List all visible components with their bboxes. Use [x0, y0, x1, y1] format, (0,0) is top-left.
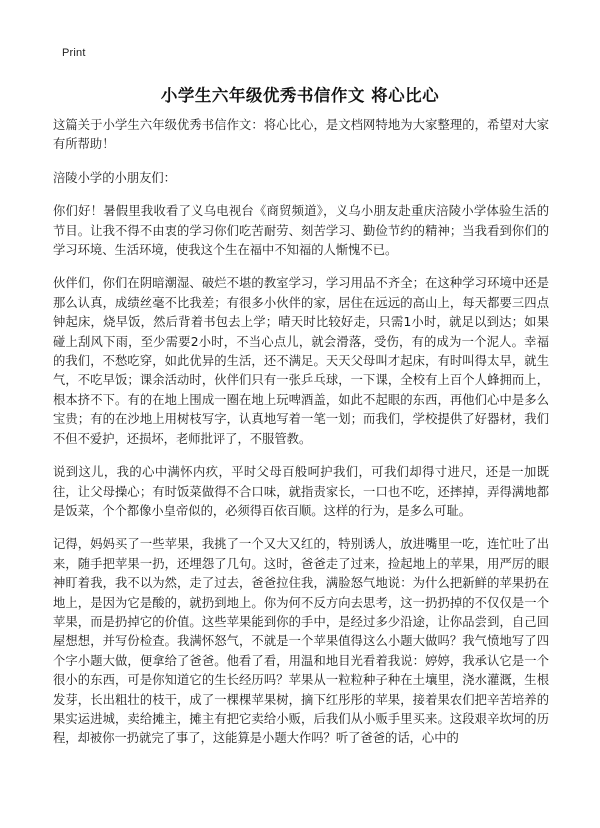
body-paragraph-2: 伙伴们，你们在阴暗潮湿、破烂不堪的教室学习，学习用品不齐全；在这种学习环境中还是那么认真，成绩丝毫不比我差；有很多小伙伴的家，居住在远远的高山上，每天都要三四点钟起床，烧早饭，然后背着书包去上学；晴天时比较好走，只需1小时，就足以到达；如果碰上刮风下雨，至少需要2小时，不当心点儿，就会滑落，受伤，有的成为一个泥人。幸福的我们，不愁吃穿，如此优异的生活，还不满足。天天父母叫才起床，有时叫得太早，就生气，不吃早饭；课余活动时，伙伴们只有一张乒乓球，一下课，全校有上百个人蜂拥而上，根本挤不下。有的在地上围成一圈在地上玩啤酒盖，如此不起眼的东西，再他们心中是多么宝贵；有的在沙地上用树枝写字，认真地写着一笔一划；而我们，学校提供了好器材，我们不但不爱护，还损坏，老师批评了，不服管教。 [53, 276, 549, 446]
intro-paragraph: 这篇关于小学生六年级优秀书信作文：将心比心，是文档网特地为大家整理的，希望对大家有所帮助！ [53, 118, 549, 152]
body-paragraph-1: 你们好！暑假里我收看了义乌电视台《商贸频道》，义乌小朋友赴重庆涪陵小学体验生活的节目。让我不得不由衷的学习你们吃苦耐劳、刻苦学习、勤俭节约的精神；当我看到你们的学习环境、生活环境，使我这个生在福中不知福的人惭愧不已。 [53, 204, 549, 258]
body-paragraph-4: 记得，妈妈买了一些苹果，我挑了一个又大又红的，特别诱人，放进嘴里一吃，连忙吐了出来，随手把苹果一扔，还埋怨了几句。这时，爸爸走了过来，捡起地上的苹果，用严厉的眼神盯着我，我不以为然，走了过去，爸爸拉住我，满脸怒气地说：为什么把新鲜的苹果扔在地上，是因为它是酸的，就扔到地上。你为何不反方向去思考，这一扔扔掉的不仅仅是一个苹果，而是扔掉它的价值。这些苹果能到你的手中，是经过多少沿途，让你品尝到，自己回屋想想，并写份检查。我满怀怒气，不就是一个苹果值得这么小题大做吗？我气愤地写了四个字小题大做，便拿给了爸爸。他看了看，用温和地目光看着我说：婷婷，我承认它是一个很小的东西，可是你知道它的生长经历吗？苹果从一粒粒种子种在土壤里，浇水灌溉，生根发芽，长出粗壮的枝干，成了一棵棵苹果树，摘下红彤彤的苹果，接着果农们把辛苦培养的果实运进城，卖给摊主，摊主有把它卖给小贩，后我们从小贩手里买来。这段艰辛坎坷的历程，却被你一扔就完了事了，这能算是小题大作吗？听了爸爸的话，心中的 [53, 537, 549, 746]
greeting-line: 涪陵小学的小朋友们： [53, 170, 176, 185]
body-paragraph-3: 说到这儿，我的心中满怀内疚，平时父母百般呵护我们，可我们却得寸进尺，还是一加既往，让父母操心；有时饭菜做得不合口味，就指责家长，一口也不吃，还摔掉，弄得满地都是饭菜，个个都像小皇帝似的，必须得百依百顺。这样的行为，是多么可耻。 [53, 465, 549, 518]
document-title: 小学生六年级优秀书信作文 将心比心 [160, 86, 440, 105]
document-body [53, 116, 549, 763]
print-label[interactable]: Print [62, 47, 86, 59]
